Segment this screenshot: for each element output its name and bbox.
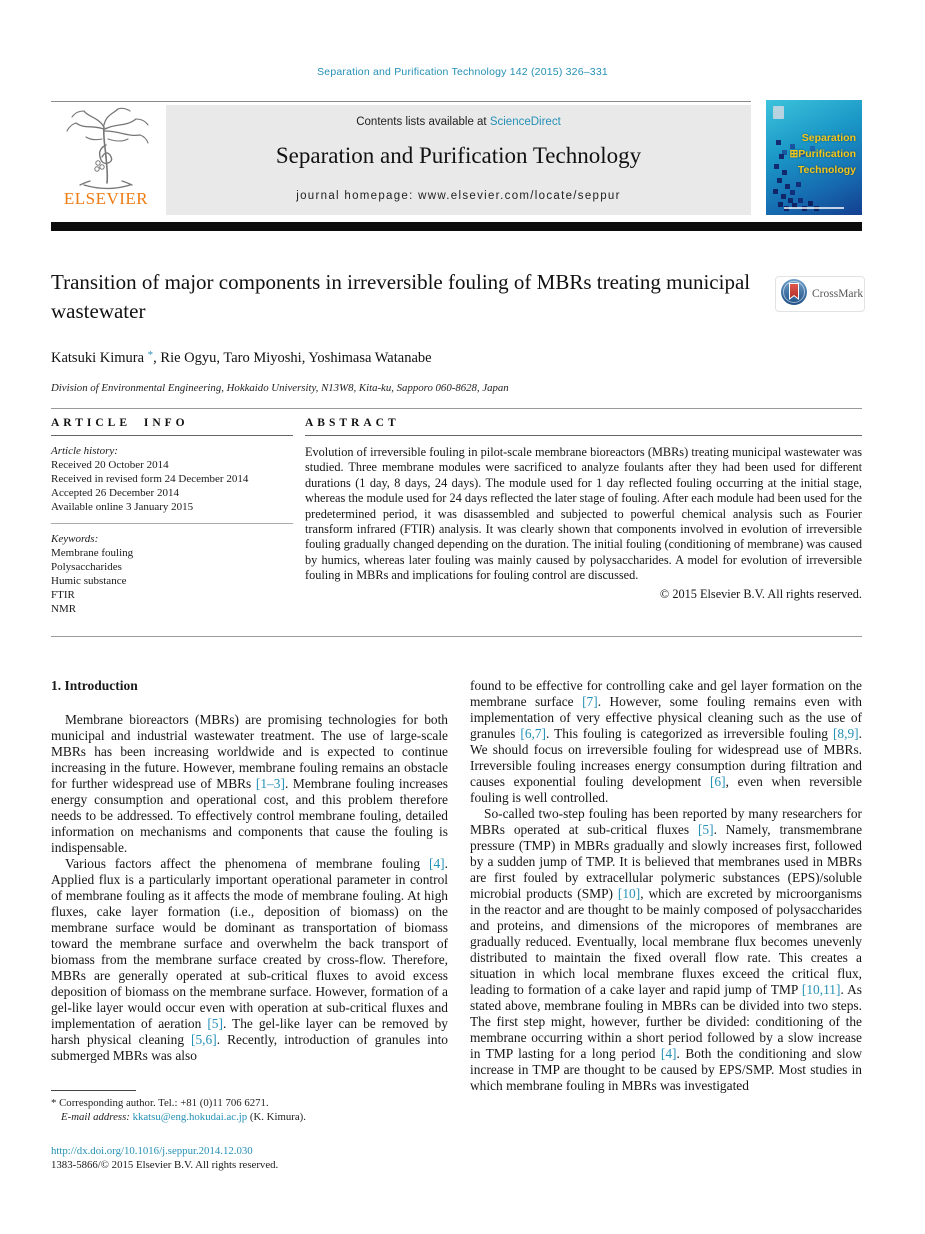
citation-ref[interactable]: [6] bbox=[709, 774, 726, 789]
elsevier-wordmark: ELSEVIER bbox=[63, 189, 149, 208]
doi-link[interactable]: http://dx.doi.org/10.1016/j.seppur.2014.12.030 bbox=[51, 1145, 253, 1157]
elsevier-tree-icon bbox=[50, 105, 162, 191]
contents-list-line: Contents lists available at ScienceDirect bbox=[356, 116, 561, 128]
citation-ref[interactable]: [1–3] bbox=[255, 776, 285, 791]
abstract-text: Evolution of irreversible fouling in pilot-scale membrane bioreactors (MBRs) treating municipal wastewater was studied. Three membrane modules were sacrificed to analyze foulants after they had been used for different durations (1 day, 8 days, 24 days). The module used for 1 day reflected fouling occurring at the initial stage, whereas the module used for 24 days reflected the later stage of fouling. After each module had been used for the predetermined period, it was disassembled and subjected to powerful chemical analysis such as Fourier transform infrared (FTIR) analysis. It was clearly shown that components involved in evolution of irreversible fouling gradually changed depending on the duration. The initial fouling (conditioning of membrane) was caused by humics, whereas later fouling was mainly caused by polysaccharides. A model for evolution of irreversible fouling in MBRs and implications for fouling control are discussed. bbox=[305, 445, 862, 583]
running-head-citation: Separation and Purification Technology 142 (2015) 326–331 bbox=[317, 66, 608, 78]
article-history-label: Article history: bbox=[51, 445, 118, 457]
abstract-column bbox=[305, 417, 862, 602]
citation-ref[interactable]: [6,7] bbox=[520, 726, 547, 741]
article-info-heading: ARTICLE INFO bbox=[51, 417, 189, 429]
footnote-block bbox=[51, 1097, 448, 1124]
history-line: Available online 3 January 2015 bbox=[51, 501, 194, 513]
keywords-block bbox=[51, 532, 293, 616]
body-column-left bbox=[51, 712, 448, 1064]
article-history bbox=[51, 444, 293, 514]
crossmark-label: CrossMark bbox=[812, 288, 864, 300]
journal-masthead bbox=[166, 105, 751, 215]
paragraph: Various factors affect the phenomena of membrane fouling [4]. Applied flux is a particularly important operational parameter in control of membrane fouling as it affects the mode of membrane fouling. At high fluxes, cake layer formation (i.e., deposition of biomass) on the membrane surface would be dominant as transportation of biomass toward the membrane surface and overwhelm the back transport of biomass from the membrane surface created by cross-flow. Therefore, MBRs are generally operated at sub-critical fluxes to avoid excess deposition of biomass on the membrane surface. However, formation of a gel-like layer would occur even with operation at sub-critical fluxes and implementation of aeration [5]. The gel-like layer can be removed by harsh physical cleaning [5,6]. Recently, introduction of granules into submerged MBRs was also bbox=[51, 856, 448, 1063]
citation-ref[interactable]: [5] bbox=[697, 822, 714, 837]
history-line: Received in revised form 24 December 2014 bbox=[51, 473, 249, 485]
keywords-label: Keywords: bbox=[51, 533, 99, 545]
footnote-rule bbox=[51, 1090, 136, 1091]
author-list bbox=[51, 349, 432, 367]
keyword: Membrane fouling bbox=[51, 547, 134, 559]
article-info-column bbox=[51, 417, 293, 616]
keyword: FTIR bbox=[51, 589, 75, 601]
cover-footer-text bbox=[784, 207, 844, 209]
section-rule-top bbox=[51, 408, 862, 409]
keyword: NMR bbox=[51, 603, 77, 615]
corresponding-author-note: * Corresponding author. Tel.: +81 (0)11 706 6271. bbox=[51, 1097, 269, 1109]
masthead-top-rule bbox=[51, 101, 751, 102]
cover-publisher-mark bbox=[773, 106, 784, 119]
copyright-line: © 2015 Elsevier B.V. All rights reserved. bbox=[659, 586, 862, 601]
doi-block bbox=[51, 1144, 471, 1172]
crossmark-icon bbox=[780, 278, 808, 311]
citation-ref[interactable]: [4] bbox=[429, 856, 445, 871]
keywords-rule bbox=[51, 523, 293, 524]
history-line: Accepted 26 December 2014 bbox=[51, 487, 179, 499]
citation-ref[interactable]: [5,6] bbox=[191, 1032, 217, 1047]
citation-ref[interactable]: [8,9] bbox=[832, 726, 859, 741]
abstract-heading: ABSTRACT bbox=[305, 417, 400, 429]
sciencedirect-link[interactable]: ScienceDirect bbox=[489, 116, 561, 128]
citation-ref[interactable]: [7] bbox=[582, 694, 598, 709]
email-link[interactable]: kkatsu@eng.hokudai.ac.jp bbox=[132, 1110, 248, 1123]
keyword: Polysaccharides bbox=[51, 561, 122, 573]
cover-art-pixels bbox=[776, 140, 781, 145]
email-suffix: (K. Kimura). bbox=[249, 1110, 306, 1123]
history-line: Received 20 October 2014 bbox=[51, 459, 169, 471]
author-corresponding: Katsuki Kimura bbox=[51, 350, 145, 366]
citation-ref[interactable]: [4] bbox=[660, 1046, 677, 1061]
abstract-rule bbox=[305, 435, 862, 436]
author-others: , Rie Ogyu, Taro Miyoshi, Yoshimasa Watanabe bbox=[153, 350, 432, 366]
issn-copyright-line: 1383-5866/© 2015 Elsevier B.V. All rights reserved. bbox=[51, 1159, 279, 1171]
citation-ref[interactable]: [5] bbox=[207, 1016, 223, 1031]
journal-title: Separation and Purification Technology bbox=[275, 143, 642, 168]
affiliation: Division of Environmental Engineering, Hokkaido University, N13W8, Kita-ku, Sapporo 060-8628, Japan bbox=[51, 382, 509, 394]
email-line bbox=[51, 1111, 448, 1125]
masthead-divider-bar bbox=[51, 222, 862, 231]
journal-homepage-link[interactable]: journal homepage: www.elsevier.com/locate/seppur bbox=[296, 190, 621, 202]
citation-ref[interactable]: [10] bbox=[617, 886, 641, 901]
citation-ref[interactable]: [10,11] bbox=[801, 982, 841, 997]
paragraph: found to be effective for controlling cake and gel layer formation on the membrane surface [7]. However, some fouling remains even with implementation of very effective physical cleaning such as the use of granules [6,7]. This fouling is categorized as irreversible fouling [8,9]. We should focus on irreversible fouling for widespread use of MBRs. Irreversible fouling increases energy consumption during filtration and causes exponential fouling development [6], even when reversible fouling is well controlled. bbox=[470, 678, 862, 805]
paragraph: So-called two-step fouling has been reported by many researchers for MBRs operated at sub-critical fluxes [5]. Namely, transmembrane pressure (TMP) in MBRs gradually and slowly increases first, followed by a sudden jump of TMP. It is believed that membranes used in MBRs are first fouled by extracellular polymeric substances (EPS)/soluble microbial products (SMP) [10], which are excreted by microorganisms in the reactor and are thought to be mainly composed of polysaccharides and proteins, and dimensions of the micropores of membranes are gradually reduced. Eventually, local membrane flux becomes unevenly distributed to maintain the fixed overall flow rate. This creates a situation in which local membrane fluxes exceed the critical flux, leading to formation of a cake layer and rapid jump of TMP [10,11]. As stated above, membrane fouling in MBRs can be divided into two steps. The first step might, however, further be divided: conditioning of the membrane occurring within a short period followed by a slow increase in TMP lasting for a long period [4]. Both the conditioning and slow increase in TMP are thought to be caused by EPS/SMP. Most studies in which membrane fouling in MBRs was investigated bbox=[470, 806, 863, 1093]
cover-title: Separation ⊞Purification Technology bbox=[789, 132, 856, 176]
body-column-right bbox=[470, 678, 862, 1094]
section-heading-introduction: 1. Introduction bbox=[51, 678, 138, 693]
elsevier-logo[interactable] bbox=[50, 105, 162, 215]
article-info-rule bbox=[51, 435, 293, 436]
paragraph: Membrane bioreactors (MBRs) are promising technologies for both municipal and industrial wastewater treatment. The use of large-scale MBRs has been increasing worldwide and is expected to continue increasing in the future. However, membrane fouling remains an obstacle for further widespread use of MBRs [1–3]. Membrane fouling increases energy consumption and operational cost, and this problem therefore needs to be addressed. To effectively control membrane fouling, detailed information on mechanisms and components that cause the fouling is indispensable. bbox=[51, 712, 448, 855]
section-rule-bottom bbox=[51, 636, 862, 637]
email-label: E-mail address: bbox=[61, 1110, 130, 1123]
keyword: Humic substance bbox=[51, 575, 127, 587]
journal-cover-thumbnail[interactable] bbox=[766, 100, 862, 215]
page-title: Transition of major components in irreversible fouling of MBRs treating municipal wastewater bbox=[51, 270, 751, 323]
corresponding-author-asterisk-link[interactable]: * bbox=[147, 349, 154, 361]
crossmark-badge[interactable] bbox=[775, 276, 865, 312]
